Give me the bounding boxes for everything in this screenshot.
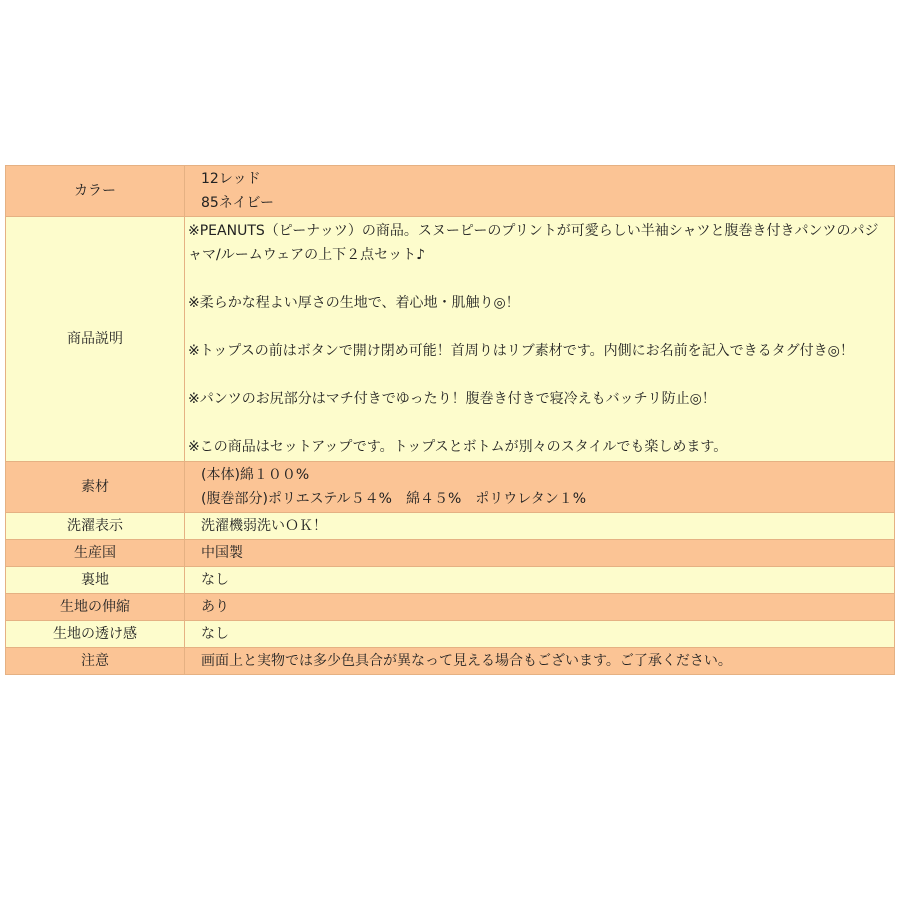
sheer-label: 生地の透け感 bbox=[6, 621, 185, 648]
row-note bbox=[6, 648, 895, 675]
origin-label: 生産国 bbox=[6, 540, 185, 567]
product-spec-table bbox=[5, 165, 895, 675]
washing-value: 洗濯機弱洗いＯＫ！ bbox=[185, 513, 895, 540]
description-label: 商品説明 bbox=[6, 217, 185, 462]
stretch-value: あり bbox=[185, 594, 895, 621]
material-label: 素材 bbox=[6, 462, 185, 513]
note-value: 画面上と実物では多少色具合が異なって見える場合もございます。ご了承ください。 bbox=[185, 648, 895, 675]
row-color bbox=[6, 166, 895, 217]
lining-value: なし bbox=[185, 567, 895, 594]
lining-label: 裏地 bbox=[6, 567, 185, 594]
row-material bbox=[6, 462, 895, 513]
description-paragraph: ※この商品はセットアップです。トップスとボトムが別々のスタイルでも楽しめます。 bbox=[188, 439, 728, 455]
material-line: (本体)綿１００% bbox=[201, 467, 310, 483]
description-paragraph: ※トップスの前はボタンで開け閉め可能！首周りはリブ素材です。内側にお名前を記入できるタグ付き◎！ bbox=[188, 343, 854, 359]
description-paragraph: ※パンツのお尻部分はマチ付きでゆったり！腹巻き付きで寝冷えもバッチリ防止◎！ bbox=[188, 391, 716, 407]
material-line: (腹巻部分)ポリエステル５４% 綿４５% ポリウレタン１% bbox=[201, 491, 587, 507]
description-value bbox=[185, 217, 895, 462]
sheer-value: なし bbox=[185, 621, 895, 648]
row-washing bbox=[6, 513, 895, 540]
washing-label: 洗濯表示 bbox=[6, 513, 185, 540]
row-origin bbox=[6, 540, 895, 567]
note-label: 注意 bbox=[6, 648, 185, 675]
description-paragraph: ※柔らかな程よい厚さの生地で、着心地・肌触り◎！ bbox=[188, 295, 520, 311]
stretch-label: 生地の伸縮 bbox=[6, 594, 185, 621]
material-value bbox=[185, 462, 895, 513]
color-value bbox=[185, 166, 895, 217]
row-lining bbox=[6, 567, 895, 594]
description-paragraph: ※PEANUTS（ピーナッツ）の商品。スヌーピーのプリントが可愛らしい半袖シャツと腹巻き付きパンツのパジャマ/ルームウェアの上下２点セット♪ bbox=[188, 223, 879, 263]
color-option: 12レッド bbox=[201, 171, 261, 187]
color-option: 85ネイビー bbox=[201, 195, 274, 211]
color-label: カラー bbox=[6, 166, 185, 217]
row-sheer bbox=[6, 621, 895, 648]
row-stretch bbox=[6, 594, 895, 621]
row-description bbox=[6, 217, 895, 462]
origin-value: 中国製 bbox=[185, 540, 895, 567]
